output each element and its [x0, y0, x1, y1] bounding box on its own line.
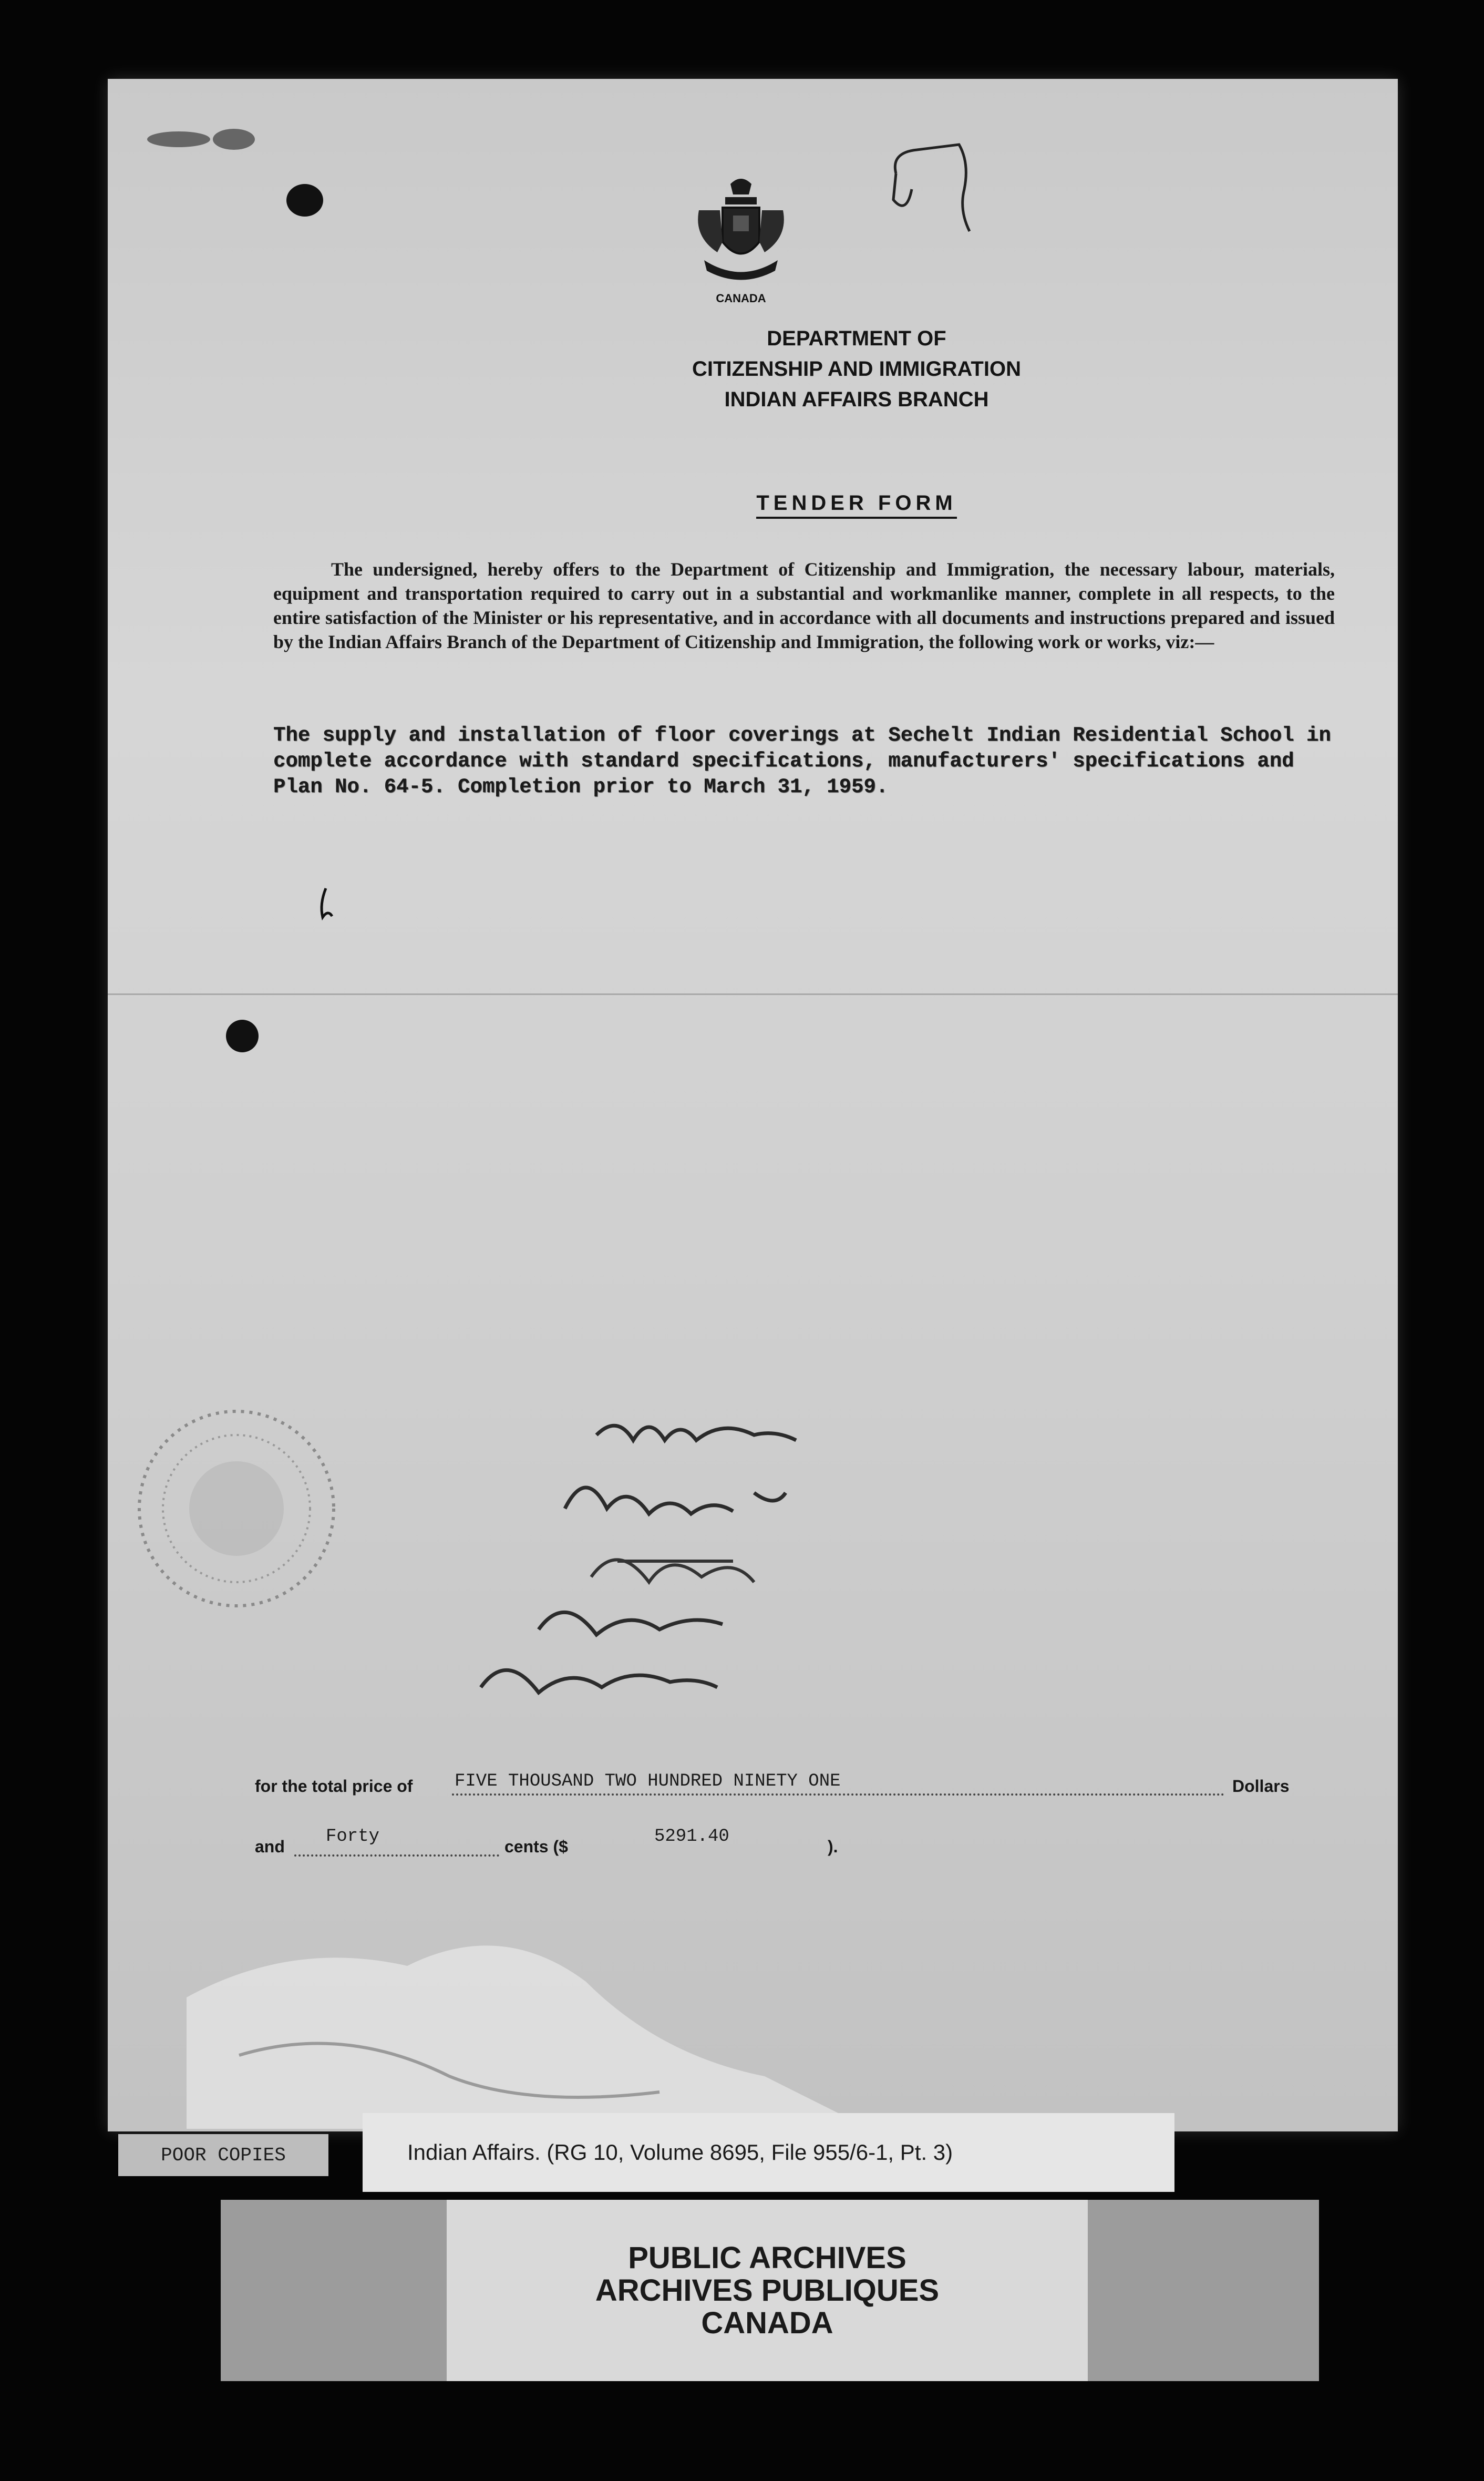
tender-offer-paragraph: The undersigned, hereby offers to the Department of Citizenship and Immigration, the necessary labour, materials, equipment and transportation required to carry out in a substantial and workmanlike manner, complete in all respects, to the entire satisfaction of the Minister or his representative, and in accordance with all documents and instructions prepared and issued by the Indian Affairs Branch of the Department of Citizenship and Immigration, the following work or works, viz:—	[273, 559, 1335, 652]
department-line-2: CITIZENSHIP AND IMMIGRATION	[692, 357, 1021, 381]
paper-damage-area	[187, 1919, 870, 2129]
department-line-3: INDIAN AFFAIRS BRANCH	[724, 388, 989, 411]
handwritten-bracket-icon	[885, 142, 996, 247]
archives-line-3: CANADA	[701, 2305, 833, 2340]
form-title	[423, 491, 1290, 515]
ink-smudge	[213, 129, 255, 150]
page-fold-line	[108, 993, 1398, 995]
poor-copies-stamp: POOR COPIES	[118, 2134, 328, 2176]
total-price-dots	[452, 1793, 1224, 1796]
cents-and-label: and	[255, 1837, 285, 1856]
signatures-icon	[460, 1403, 933, 1745]
canada-coat-of-arms-icon	[688, 173, 793, 294]
ink-blot	[226, 1020, 259, 1052]
work-description: The supply and installation of floor coverings at Sechelt Indian Residential School in complete accordance with standard specifications, manufacturers' specifications and Plan No. 64-5. Completion prior to March 31, 1959.	[273, 724, 1331, 798]
handwritten-mark-icon	[315, 886, 336, 922]
form-title-text: TENDER FORM	[756, 491, 956, 519]
crest-label: CANADA	[716, 292, 766, 305]
ink-smudge	[147, 131, 210, 147]
department-heading	[423, 323, 1290, 415]
price-closing: ).	[828, 1837, 838, 1856]
archives-line-2: ARCHIVES PUBLIQUES	[595, 2273, 940, 2308]
tender-form-page	[108, 79, 1398, 2131]
department-line-1: DEPARTMENT OF	[767, 327, 946, 350]
total-price-words: FIVE THOUSAND TWO HUNDRED NINETY ONE	[455, 1771, 841, 1791]
archive-reference-label: Indian Affairs. (RG 10, Volume 8695, File 955/6-1, Pt. 3)	[363, 2113, 1174, 2192]
cents-dots	[294, 1854, 499, 1857]
archives-line-1: PUBLIC ARCHIVES	[628, 2240, 906, 2275]
cents-words: Forty	[326, 1827, 380, 1847]
dollars-label: Dollars	[1232, 1777, 1290, 1796]
total-price-label: for the total price of	[255, 1777, 413, 1796]
embossed-seal-icon	[131, 1403, 342, 1614]
archives-stamp-strip	[221, 2200, 1319, 2381]
price-amount: 5291.40	[654, 1827, 729, 1847]
total-price-line	[255, 1777, 413, 1796]
cents-label: cents ($	[504, 1837, 568, 1856]
ink-blot	[286, 184, 323, 217]
archives-stamp	[447, 2200, 1088, 2381]
